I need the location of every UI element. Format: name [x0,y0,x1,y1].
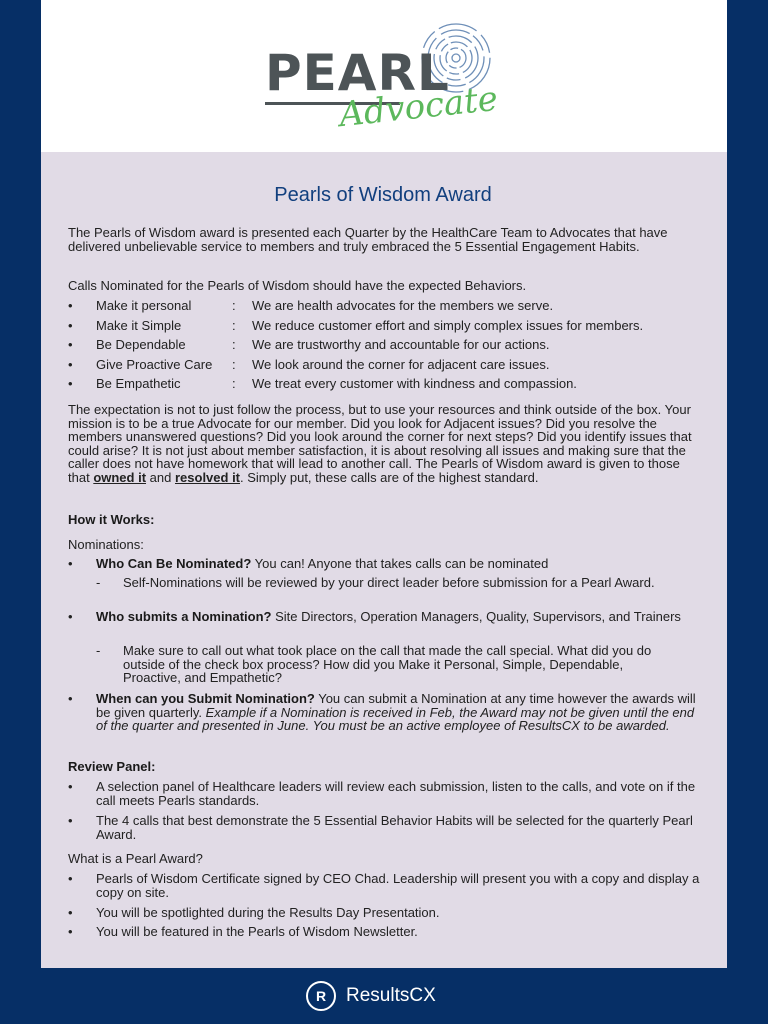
behavior-name: Give Proactive Care [96,356,213,372]
behavior-row [68,338,708,354]
behavior-colon: : [232,356,236,372]
content-panel [41,152,727,968]
resultscx-mark-icon: R [306,981,336,1011]
behavior-row [68,299,708,315]
expectation-end: . Simply put, these calls are of the highest standard. [240,469,539,485]
expectation-text: The expectation is not to just follow the process, but to use your resources and think outside of the box. Your mission is to be a true Advocate for our member. Did you look for Adjacent issues? Did you resolve the members unanswered questions? Did you look around the corner for next steps? Did you identify issues that could arise? It is not just about member satisfaction, it is about resolving all issues and making sure that the caller does not have homework that will lead to another call. The Pearls of Wisdom award is given to those that [68,402,692,485]
behavior-row [68,377,708,393]
behavior-colon: : [232,337,236,352]
behaviors-intro: Calls Nominated for the Pearls of Wisdom should have the expected Behaviors. [68,278,527,293]
nomination-answer: Site Directors, Operation Managers, Quality, Supervisors, and Trainers [271,609,681,624]
footer [0,968,768,1024]
bullet-icon: • [68,691,73,706]
behavior-desc: We are trustworthy and accountable for our actions. [252,337,550,352]
award-text: You will be spotlighted during the Results Day Presentation. [96,905,440,920]
nominations-label: Nominations: [68,537,144,552]
behavior-colon: : [232,376,236,391]
bullet-icon: • [68,556,73,571]
behavior-colon: : [232,317,236,333]
behavior-name: Make it Simple [96,317,182,333]
nomination-question: When can you Submit Nomination? [96,691,315,706]
page-title: Pearls of Wisdom Award [274,184,492,206]
behavior-row [68,319,708,335]
behavior-desc: We look around the corner for adjacent care issues. [252,356,550,372]
review-heading: Review Panel: [68,759,156,774]
nomination-subtext: Make sure to call out what took place on the call that made the call special. What did you do outside of the check box process? How did you Make it Personal, Simple, Dependable, Proactive, and Empathetic? [123,643,652,685]
bullet-icon: • [68,317,73,333]
nomination-subtext: Self-Nominations will be reviewed by your direct leader before submission for a Pearl Award. [123,575,655,590]
bullet-icon: • [68,356,73,372]
owned-it-text: owned it [93,469,147,485]
behavior-name: Be Dependable [96,337,186,352]
award-heading: What is a Pearl Award? [68,851,203,866]
bullet-icon: • [68,905,73,920]
behavior-name: Make it personal [96,298,192,313]
logo-pearl-text: PEARL [265,44,450,102]
nomination-question: Who submits a Nomination? [96,609,272,624]
review-text: A selection panel of Healthcare leaders will review each submission, listen to the calls, and vote on if the call meets Pearls standards. [96,779,696,808]
bullet-icon: • [68,337,73,352]
resultscx-brand-text: ResultsCX [346,985,436,1006]
bullet-icon: • [68,779,73,794]
behavior-desc: We reduce customer effort and simply complex issues for members. [252,317,644,333]
dash-icon: - [96,575,101,590]
behavior-name: Be Empathetic [96,376,181,391]
nomination-answer: You can submit a Nomination at any time however the awards will be given quarterly. [96,691,696,720]
nomination-question: Who Can Be Nominated? [96,556,252,571]
nomination-example: Example if a Nomination is received in Feb, the Award may not be given until the end of the quarter and presented in June. You must be an active employee of ResultsCX to be awarded. [96,704,695,733]
resolved-it-text: resolved it [174,469,241,485]
and-text: and [149,469,172,485]
review-text: The 4 calls that best demonstrate the 5 Essential Behavior Habits will be selected for the quarterly Pearl Award. [96,813,693,842]
bullet-icon: • [68,871,73,886]
award-text: You will be featured in the Pearls of Wisdom Newsletter. [96,924,418,939]
bullet-icon: • [68,298,73,313]
pearl-advocate-logo [261,20,501,140]
award-text: Pearls of Wisdom Certificate signed by CEO Chad. Leadership will present you with a copy and display a copy on site. [96,871,700,900]
how-heading: How it Works: [68,512,155,527]
dash-icon: - [96,643,101,658]
bullet-icon: • [68,376,73,391]
behavior-desc: We are health advocates for the members we serve. [252,298,554,313]
behavior-row [68,358,708,374]
bullet-icon: • [68,609,73,624]
bullet-icon: • [68,924,73,939]
expectation-paragraph [68,403,700,484]
behavior-desc: We treat every customer with kindness and compassion. [252,376,577,391]
logo-advocate-text: Advocate [337,78,500,136]
behavior-colon: : [232,298,236,313]
resultscx-logo [306,982,436,1010]
bullet-icon: • [68,813,73,828]
nomination-answer: You can! Anyone that takes calls can be nominated [251,556,549,571]
intro-paragraph: The Pearls of Wisdom award is presented each Quarter by the HealthCare Team to Advocates that have delivered unbelievable service to members and truly embraced the 5 Essential Engagement Habits. [68,225,668,254]
header [41,0,727,152]
